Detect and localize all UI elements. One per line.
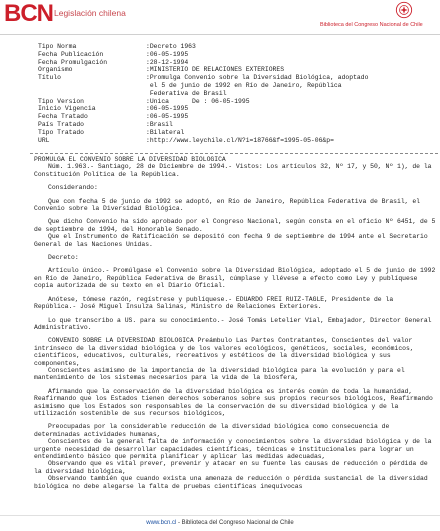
- metadata-row: [38, 51, 438, 59]
- body-paragraph: PROMULGA EL CONVENIO SOBRE LA DIVERSIDAD BIOLOGICA: [34, 156, 226, 163]
- body-paragraph: Afirmando que la conservación de la diversidad biológica es interés común de toda la humanidad, Reafirmando que los Estados tienen derechos soberanos sobre sus propios recursos biológicos, Reafirmando asimismo que los Estados son responsables de la conservación de su diversidad biológica y de la utilización sostenible de sus recursos biológicos,: [34, 387, 433, 417]
- metadata-value: :MINISTERIO DE RELACIONES EXTERIORES: [146, 66, 285, 74]
- metadata-label: Tipo Version: [38, 97, 85, 105]
- metadata-label: URL: [38, 136, 50, 144]
- body-paragraph: Observando también que cuando exista una amenaza de reducción o pérdida sustancial de la diversidad biológica no debe alegarse la falta de pruebas científicas inequívocas: [34, 475, 428, 490]
- bcn-logo[interactable]: BCN: [4, 0, 53, 27]
- metadata-value: :Bilateral: [146, 128, 185, 136]
- metadata-value[interactable]: :http://www.leychile.cl/N?i=18766&f=1995-05-06&p=: [146, 136, 334, 144]
- metadata-value: :06-05-1995: [146, 50, 189, 58]
- body-paragraph: Lo que transcribo a US. para su conocimiento.- José Tomás Letelier Vial, Embajador, Director General Administrativo.: [34, 316, 432, 331]
- metadata-label: Tipo Norma: [38, 43, 77, 50]
- metadata-label: País Tratado: [38, 120, 85, 128]
- footer-link[interactable]: www.bcn.cl: [146, 520, 177, 526]
- metadata-value: :Decreto 1963: [146, 43, 196, 50]
- metadata-value: :06-05-1995: [146, 105, 189, 113]
- metadata-value: :Brasil: [146, 120, 173, 128]
- metadata-label: Tipo Tratado: [38, 128, 85, 136]
- metadata-label: Organismo: [38, 66, 73, 74]
- metadata-label: Inicio Vigencia: [38, 105, 96, 113]
- metadata-table: [38, 43, 438, 144]
- congress-seal-icon: [395, 1, 413, 19]
- body-paragraph: Que el Instrumento de Ratificación se depositó con fecha 9 de septiembre de 1994 ante el Secretario General de las Naciones Unidas.: [34, 233, 428, 248]
- document-content: [0, 35, 440, 515]
- metadata-row: [38, 98, 438, 106]
- metadata-row: [38, 66, 438, 74]
- body-paragraph: Que dicho Convenio ha sido aprobado por el Congreso Nacional, según consta en el oficio Nº 6451, de 5 de septiembre de 1994, del Honorable Senado.: [34, 218, 436, 233]
- metadata-label: Fecha Promulgación: [38, 58, 108, 66]
- body-paragraph: Decreto:: [48, 254, 79, 262]
- body-paragraph: Conscientes de la general falta de información y conocimientos sobre la diversidad biológica y de la urgente necesidad de desarrollar capacidades científicas, técnicas e institucionales para lograr un entendimiento básico que permita planificar y aplicar las medidas adecuadas,: [34, 438, 432, 460]
- logo-subtitle: Legislación chilena: [54, 8, 126, 18]
- metadata-label: Fecha Tratado: [38, 113, 88, 121]
- body-paragraph: Que con fecha 5 de junio de 1992 se adoptó, en Río de Janeiro, República Federativa de Brasil, el Convenio sobre la Diversidad Biológica.: [34, 197, 420, 213]
- page-header: [0, 0, 440, 35]
- metadata-row: [38, 43, 438, 51]
- metadata-value: :Promulga Convenio sobre la Diversidad Biológica, adoptado el 5 de junio de 1992 en Río de Janeiro, República Federativa de Brasil: [146, 74, 369, 97]
- body-paragraph: Anótese, tómese razón, regístrese y publíquese.- EDUARDO FREI RUIZ-TAGLE, Presidente de la República.- José Miguel Insulza Salinas, Ministro de Relaciones Exteriores.: [34, 295, 394, 311]
- footer-text: - Biblioteca del Congreso Nacional de Chile: [176, 520, 294, 526]
- metadata-row: [38, 59, 438, 67]
- body-paragraph: Preocupadas por la considerable reducción de la diversidad biológica como consecuencia de determinadas actividades humanas,: [34, 423, 390, 438]
- body-paragraph: Núm. 1.963.- Santiago, 28 de Diciembre de 1994.- Vistos: Los artículos 32, Nº 17, y 50, Nº 1), de la Constitución Política de la República.: [34, 163, 432, 178]
- body-paragraph: Conscientes asimismo de la importancia de la diversidad biológica para la evolución y para el mantenimiento de los sistemas necesarios para la vida de la biosfera,: [34, 366, 405, 382]
- body-paragraph: CONVENIO SOBRE LA DIVERSIDAD BIOLOGICA Preámbulo Las Partes Contratantes, Conscientes del valor intrínseco de la diversidad biológica y de los valores ecológicos, genéticos, sociales, económicos, científicos, educativos, culturales, recreativos y estéticos de la diversidad biológica y sus componentes,: [34, 337, 414, 367]
- metadata-row: [38, 121, 438, 129]
- page-footer: [0, 515, 440, 531]
- metadata-row: [38, 129, 438, 137]
- body-paragraph: Considerando:: [48, 184, 98, 192]
- metadata-label: Fecha Publicación: [38, 50, 104, 58]
- metadata-row: [38, 137, 438, 145]
- metadata-value: :06-05-1995: [146, 113, 189, 121]
- institution-name: Biblioteca del Congreso Nacional de Chile: [320, 22, 423, 28]
- metadata-row: [38, 113, 438, 121]
- metadata-row: [38, 105, 438, 113]
- metadata-value: :28-12-1994: [146, 58, 189, 66]
- body-paragraph: Observando que es vital prever, prevenir y atacar en su fuente las causas de reducción o pérdida de la diversidad biológica,: [34, 460, 428, 475]
- metadata-label: Título: [38, 74, 62, 82]
- body-paragraph: Artículo único.- Promúlgase el Convenio sobre la Diversidad Biológica, adoptado el 5 de junio de 1992 en Río de Janeiro, República Federativa de Brasil, cúmplase y llévese a efecto como Ley y publíquese copia autorizada de su texto en el Diario Oficial.: [34, 267, 436, 290]
- separator-rule: [30, 153, 438, 154]
- document-body: [34, 156, 438, 490]
- metadata-value: :Unica De : 06-05-1995: [146, 97, 250, 105]
- metadata-row: [38, 74, 438, 97]
